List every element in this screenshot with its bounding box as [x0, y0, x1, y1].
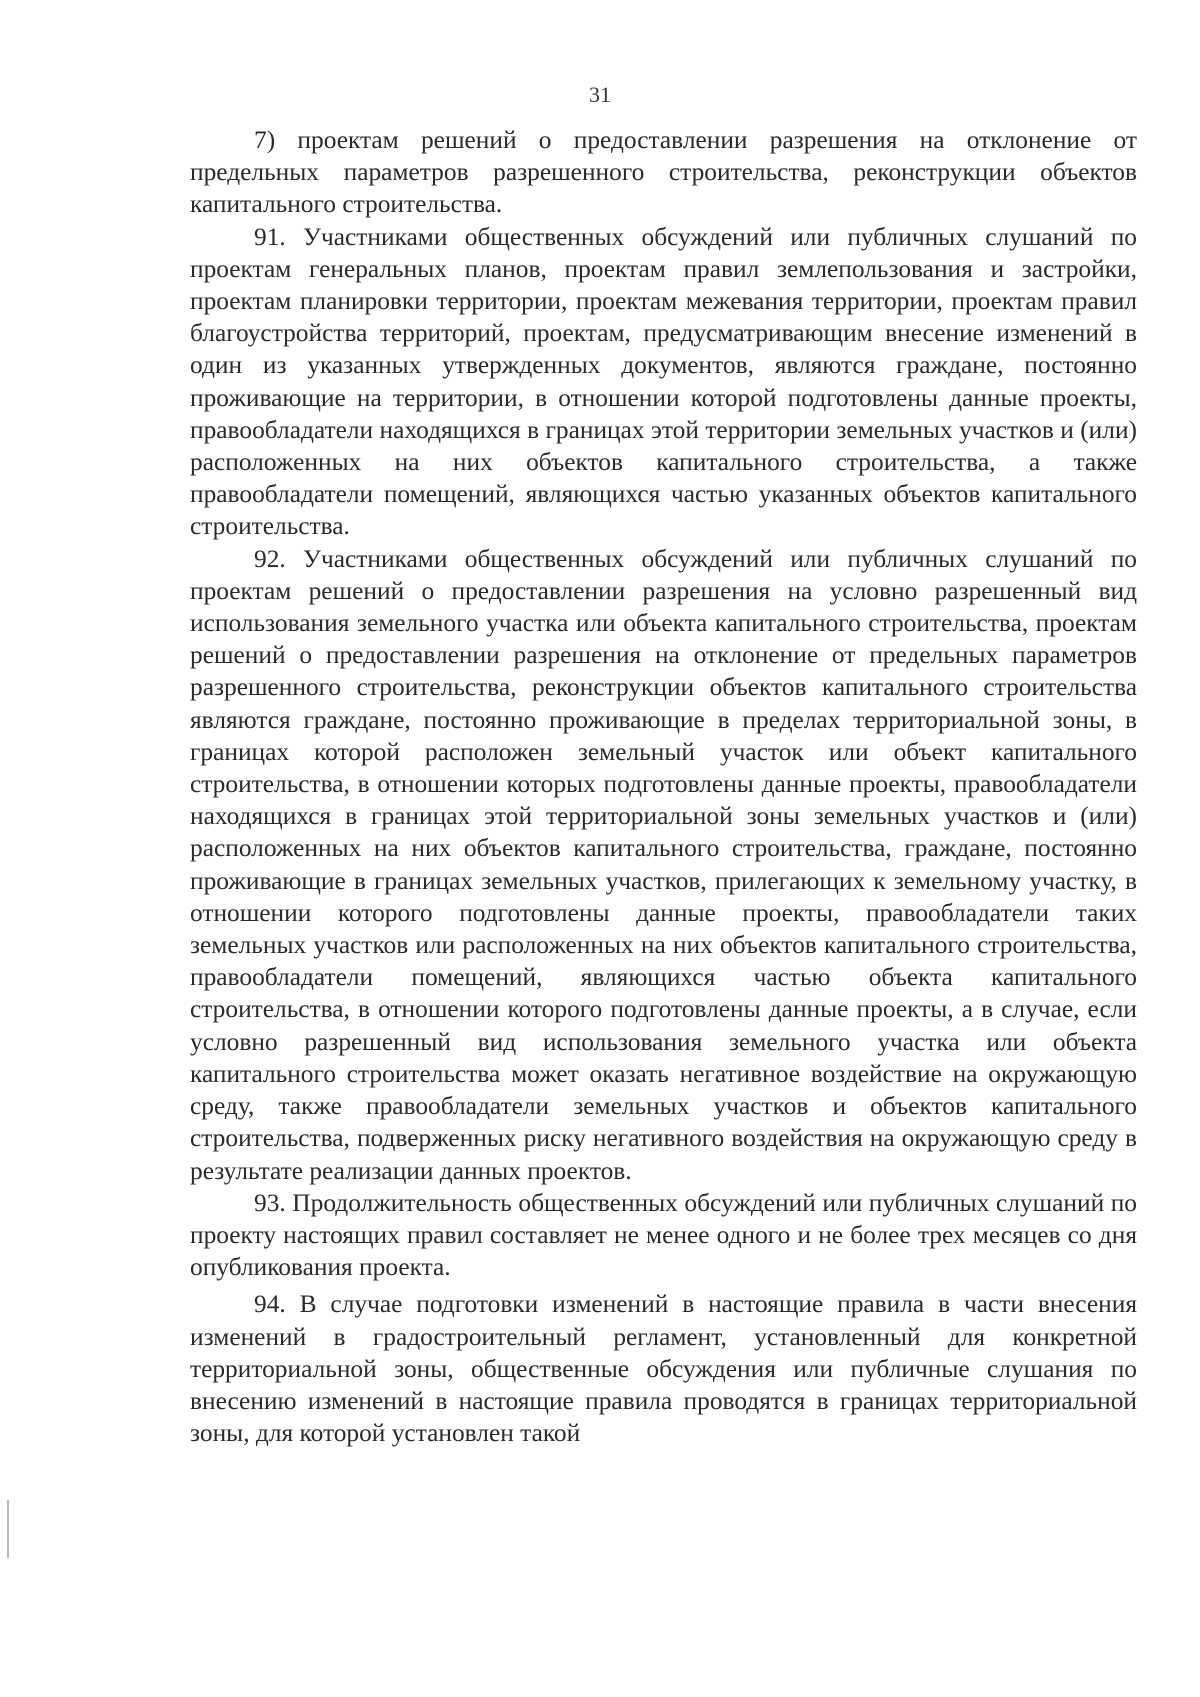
paragraph-94: 94. В случае подготовки изменений в настоящие правила в части внесения изменений в градостроительный регламент, установленный для конкретной территориальной зоны, общественные обсуждения или публичные слушания по внесению изменений в настоящие правила проводятся в границах территориальной зоны, для которой установлен такой — [190, 1290, 1137, 1448]
paragraph-92: 92. Участниками общественных обсуждений или публичных слушаний по проектам решений о предоставлении разрешения на условно разрешенный вид использования земельного участка или объекта капитального строительства, проектам решений о предоставлении разрешения на отклонение от предельных параметров разрешенного строительства, реконструкции объектов капитального строительства являются граждане, постоянно проживающие в пределах территориальной зоны, в границах которой расположен земельный участок или объект капитального строительства, в отношении которых подготовлены данные проекты, правообладатели находящихся в границах этой территориальной зоны земельных участков и (или) расположенных на них объектов капитального строительства, граждане, постоянно проживающие в границах земельных участков, прилегающих к земельному участку, в отношении которого подготовлены данные проекты, правообладатели таких земельных участков или расположенных на них объектов капитального строительства, правообладатели помещений, являющихся частью объекта капитального строительства, в отношении которого подготовлены данные проекты, а в случае, если условно разрешенный вид использования земельного участка или объекта капитального строительства может оказать негативное воздействие на окружающую среду, также правообладатели земельных участков и объектов капитального строительства, подверженных риску негативного воздействия на окружающую среду в результате реализации данных проектов. — [190, 544, 1137, 1185]
paragraph-item-7: 7) проектам решений о предоставлении разрешения на отклонение от предельных параметров разрешенного строительства, реконструкции объектов капитального строительства. — [190, 126, 1137, 219]
paragraph-91: 91. Участниками общественных обсуждений или публичных слушаний по проектам генеральных планов, проектам правил землепользования и застройки, проектам планировки территории, проектам межевания территории, проектам правил благоустройства территорий, проектам, предусматривающим внесение изменений в один из указанных утвержденных документов, являются граждане, постоянно проживающие на территории, в отношении которой подготовлены данные проекты, правообладатели находящихся в границах этой территории земельных участков и (или) расположенных на них объектов капитального строительства, а также правообладатели помещений, являющихся частью указанных объектов капитального строительства. — [190, 222, 1137, 541]
document-body — [190, 124, 1137, 1449]
page-number: 31 — [589, 82, 611, 107]
scan-edge-mark — [7, 1500, 9, 1558]
paragraph-93: 93. Продолжительность общественных обсуждений или публичных слушаний по проекту настоящих правил составляет не менее одного и не более трех месяцев со дня опубликования проекта. — [190, 1188, 1137, 1282]
